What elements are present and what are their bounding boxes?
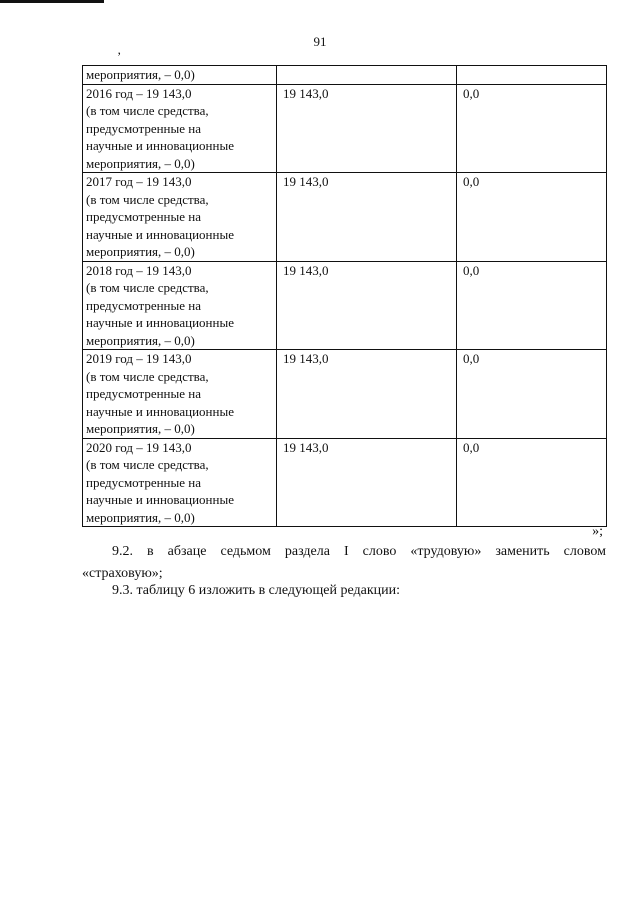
stray-mark: ‚: [117, 42, 122, 57]
description-line: предусмотренные на: [86, 120, 202, 136]
row-description: [83, 84, 277, 173]
description-line: (в том числе средства,: [86, 103, 209, 118]
row-total: [277, 66, 457, 85]
description-line: мероприятия, – 0,0): [86, 67, 195, 82]
row-other: 0,0: [457, 173, 607, 262]
description-line: предусмотренные на: [86, 297, 202, 313]
description-line: предусмотренные на: [86, 474, 202, 490]
row-other: 0,0: [457, 350, 607, 439]
row-total: 19 143,0: [277, 350, 457, 439]
table-row: [83, 84, 607, 173]
page-number: 91: [313, 34, 327, 49]
description-line: научные и инновационные: [86, 138, 234, 153]
budget-table: [82, 65, 607, 527]
top-rule: [0, 0, 104, 3]
row-total: 19 143,0: [277, 173, 457, 262]
description-line: мероприятия, – 0,0): [86, 332, 195, 348]
description-line: мероприятия, – 0,0): [86, 155, 195, 171]
description-line: предусмотренные на: [86, 386, 202, 401]
description-line: научные и инновационные: [86, 403, 234, 419]
description-line: мероприятия, – 0,0): [86, 509, 195, 525]
paragraph-9-2-line-2: «страховую»;: [82, 566, 163, 581]
row-description: [83, 350, 277, 439]
row-other: 0,0: [457, 84, 607, 173]
row-description: [83, 173, 277, 262]
description-line: 2016 год – 19 143,0: [86, 85, 192, 101]
row-description: [83, 261, 277, 350]
closing-quote: »;: [592, 524, 603, 539]
row-other: 0,0: [457, 261, 607, 350]
description-line: 2018 год – 19 143,0: [86, 262, 192, 278]
table-row: [83, 438, 607, 527]
table-row-continued: [83, 66, 607, 85]
description-line: предусмотренные на: [86, 209, 202, 224]
table-body: [83, 66, 607, 527]
description-line: 2019 год – 19 143,0: [86, 351, 192, 366]
row-total: 19 143,0: [277, 84, 457, 173]
row-other: 0,0: [457, 438, 607, 527]
table-row: [83, 261, 607, 350]
paragraph-9-2-line-1: 9.2. в абзаце седьмом раздела I слово «трудовую» заменить словом: [112, 544, 606, 559]
paragraph-9-3: 9.3. таблицу 6 изложить в следующей редакции:: [112, 583, 401, 598]
description-line: мероприятия, – 0,0): [86, 421, 195, 436]
description-line: 2020 год – 19 143,0: [86, 439, 192, 455]
row-total: 19 143,0: [277, 438, 457, 527]
row-other: [457, 66, 607, 85]
description-line: (в том числе средства,: [86, 457, 209, 472]
row-description: [83, 66, 277, 85]
description-line: (в том числе средства,: [86, 280, 209, 295]
description-line: научные и инновационные: [86, 226, 234, 242]
table-row: [83, 173, 607, 262]
description-line: (в том числе средства,: [86, 368, 209, 384]
description-line: мероприятия, – 0,0): [86, 244, 195, 259]
row-total: 19 143,0: [277, 261, 457, 350]
table-row: [83, 350, 607, 439]
row-description: [83, 438, 277, 527]
description-line: научные и инновационные: [86, 492, 234, 507]
description-line: научные и инновационные: [86, 315, 234, 330]
description-line: (в том числе средства,: [86, 191, 209, 207]
description-line: 2017 год – 19 143,0: [86, 174, 192, 189]
